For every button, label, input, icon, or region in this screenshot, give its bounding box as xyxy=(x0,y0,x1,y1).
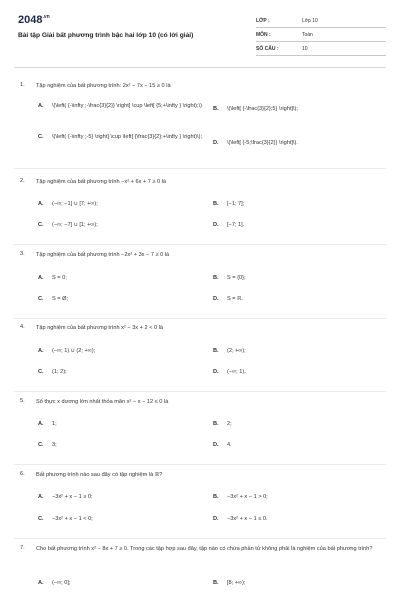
meta-key: SỐ CÂU : xyxy=(256,46,279,52)
question-stem: Tập nghiệm của bất phương trình: 2x² − 7x − 15 ≥ 0 là xyxy=(36,83,171,89)
meta-row-class xyxy=(256,16,386,28)
option-text: \(\left[ {-5;\frac{3}{2}} \right]\). xyxy=(227,140,298,146)
option-letter: B. xyxy=(213,494,219,500)
option-letter: C. xyxy=(38,134,44,140)
option-text: (1; 2); xyxy=(52,369,67,375)
option-text: (−∞; 1) ∪ (2; +∞); xyxy=(52,348,96,354)
logo-tld: .vn xyxy=(42,14,50,20)
question-number: 1. xyxy=(20,82,25,88)
document-header xyxy=(18,14,388,64)
option-letter: B. xyxy=(213,421,219,427)
option-text: (−∞; −7] ∪ [1; +∞); xyxy=(52,222,98,228)
option-letter: D. xyxy=(213,296,219,302)
meta-table xyxy=(256,16,386,58)
option-letter: D. xyxy=(213,369,219,375)
question-divider xyxy=(14,244,386,245)
question-number: 4. xyxy=(20,324,25,330)
option-letter: C. xyxy=(38,222,44,228)
option-letter: A. xyxy=(38,275,44,281)
site-logo[interactable] xyxy=(18,14,50,26)
option-text: −3x² + x − 1 < 0; xyxy=(52,516,93,522)
option-letter: C. xyxy=(38,442,44,448)
option-text: [−7; 1]. xyxy=(227,222,245,228)
option-letter: C. xyxy=(38,296,44,302)
option-letter: A. xyxy=(38,201,44,207)
option-text: 2; xyxy=(227,421,232,427)
question-divider xyxy=(14,391,386,392)
question-stem: Số thực x dương lớn nhất thỏa mãn x² − x − 12 ≤ 0 là xyxy=(36,399,169,405)
question-divider xyxy=(14,168,386,169)
meta-row-count xyxy=(256,44,386,56)
option-text: [−1; 7]; xyxy=(227,201,245,207)
header-divider xyxy=(14,67,386,68)
meta-key: MÔN : xyxy=(256,32,271,38)
option-letter: D. xyxy=(213,516,219,522)
option-text: 1; xyxy=(52,421,57,427)
question-divider xyxy=(14,464,386,465)
option-text: S = ℝ. xyxy=(227,296,244,302)
option-letter: A. xyxy=(38,580,44,586)
option-text: S = 0; xyxy=(52,275,67,281)
option-letter: D. xyxy=(213,140,219,146)
option-text: −3x² + x − 1 ≥ 0; xyxy=(52,494,93,500)
option-text: (−∞; 1). xyxy=(227,369,246,375)
question-stem: Bất phương trình nào sau đây có tập nghiệm là ℝ? xyxy=(36,472,163,478)
option-text: −3x² + x − 1 > 0; xyxy=(227,494,268,500)
option-text: \(\left( {-\infty ;-\frac{3}{2}} \right] \cup \left[ {5;+\infty } \right);\) xyxy=(52,103,203,109)
option-text: S = Ø; xyxy=(52,296,69,302)
option-text: \(\left( {-\infty ;-5} \right] \cup \left[ {\frac{3}{2};+\infty } \right)\); xyxy=(52,134,203,140)
option-text: S = {0}; xyxy=(227,275,246,281)
option-letter: B. xyxy=(213,106,219,112)
option-text: 3; xyxy=(52,442,57,448)
question-stem: Cho bất phương trình x² − 8x + 7 ≥ 0. Trong các tập hợp sau đây, tập nào có chứa phần tử không phải là nghiệm của bất phương trình? xyxy=(36,546,373,552)
question-number: 5. xyxy=(20,398,25,404)
option-text: (−∞; 0]; xyxy=(52,580,71,586)
question-stem: Tập nghiệm của bất phương trình −2x² + 3x − 7 ≥ 0 là xyxy=(36,252,170,258)
question-number: 6. xyxy=(20,471,25,477)
option-letter: A. xyxy=(38,103,44,109)
question-number: 2. xyxy=(20,178,25,184)
question-number: 3. xyxy=(20,251,25,257)
option-letter: B. xyxy=(213,201,219,207)
option-letter: A. xyxy=(38,494,44,500)
option-letter: B. xyxy=(213,580,219,586)
option-letter: D. xyxy=(213,222,219,228)
option-text: (2; +∞); xyxy=(227,348,246,354)
logo-text: 2048 xyxy=(18,14,43,26)
question-stem: Tập nghiệm của bất phương trình x² − 3x + 2 < 0 là xyxy=(36,325,163,331)
meta-value: Lớp 10 xyxy=(302,18,318,24)
option-text: \(\left[ {-\frac{3}{2};5} \right]\); xyxy=(227,106,298,112)
option-text: −3x² + x − 1 ≤ 0. xyxy=(227,516,268,522)
question-number: 7. xyxy=(20,545,25,551)
question-stem: Tập nghiệm của bất phương trình −x² + 6x + 7 ≥ 0 là xyxy=(36,179,167,185)
meta-value: Toán xyxy=(302,32,313,38)
option-letter: C. xyxy=(38,369,44,375)
meta-row-subject xyxy=(256,30,386,42)
option-letter: A. xyxy=(38,421,44,427)
option-letter: D. xyxy=(213,442,219,448)
option-letter: B. xyxy=(213,348,219,354)
question-divider xyxy=(14,538,386,539)
option-text: (−∞; −1] ∪ [7; +∞); xyxy=(52,201,98,207)
option-letter: C. xyxy=(38,516,44,522)
option-letter: A. xyxy=(38,348,44,354)
page-title: Bài tập Giải bất phương trình bậc hai lớp 10 (có lời giải) xyxy=(18,32,194,39)
meta-key: LỚP : xyxy=(256,18,270,24)
option-text: [8; +∞); xyxy=(227,580,246,586)
question-divider xyxy=(14,318,386,319)
option-letter: B. xyxy=(213,275,219,281)
option-text: 4. xyxy=(227,442,232,448)
meta-value: 10 xyxy=(302,46,308,52)
